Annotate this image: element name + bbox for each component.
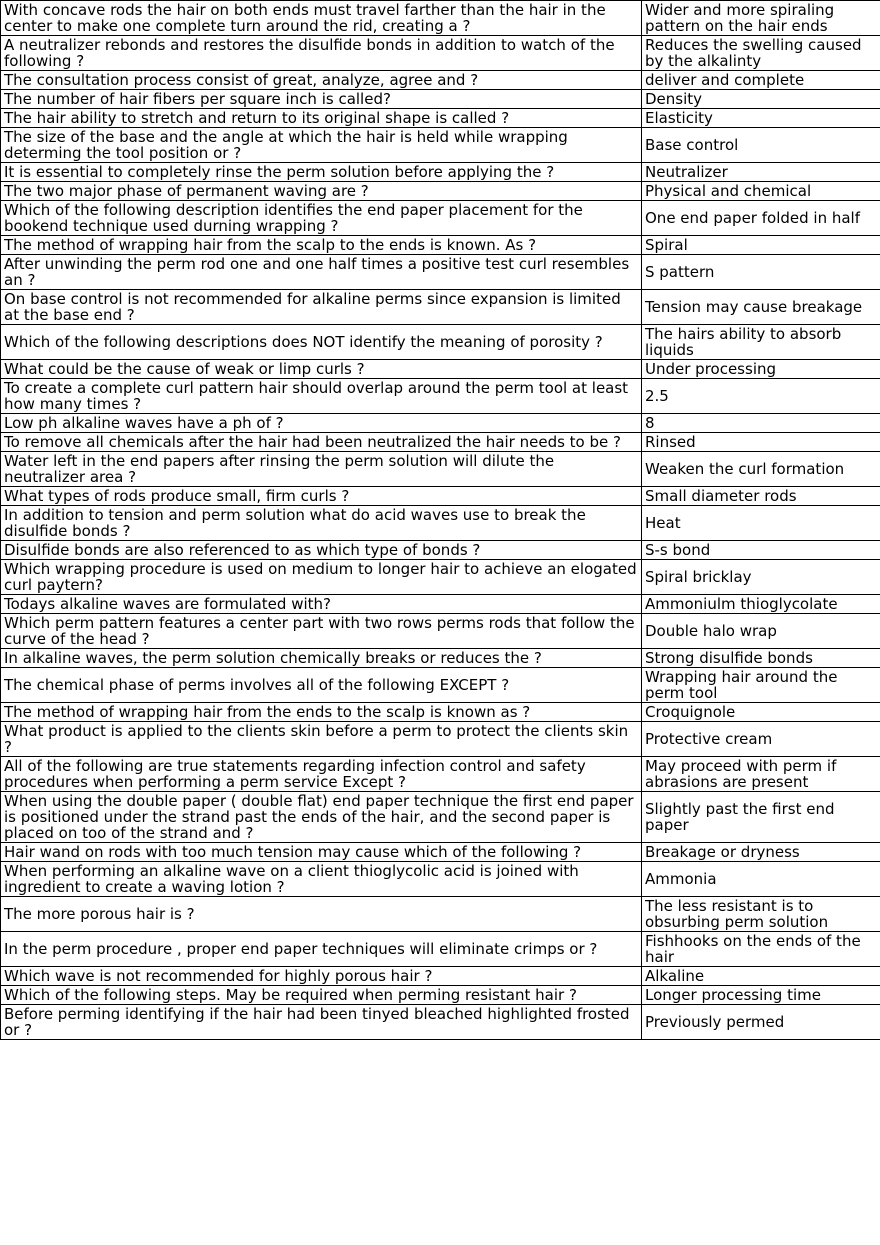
- question-cell: The size of the base and the angle at which the hair is held while wrapping determing the tool position or ?: [1, 128, 642, 163]
- answer-cell: Breakage or dryness: [642, 843, 880, 862]
- question-cell: When using the double paper ( double flat) end paper technique the first end paper is positioned under the strand past the ends of the hair, and the second paper is placed on too of the strand and ?: [1, 792, 642, 843]
- table-row: [1, 897, 880, 932]
- answer-cell: Elasticity: [642, 109, 880, 128]
- question-cell: To remove all chemicals after the hair had been neutralized the hair needs to be ?: [1, 433, 642, 452]
- answer-cell: deliver and complete: [642, 71, 880, 90]
- question-cell: Which of the following description identifies the end paper placement for the bookend technique used durning wrapping ?: [1, 201, 642, 236]
- question-cell: In alkaline waves, the perm solution chemically breaks or reduces the ?: [1, 649, 642, 668]
- answer-cell: Protective cream: [642, 722, 880, 757]
- question-cell: To create a complete curl pattern hair should overlap around the perm tool at least how many times ?: [1, 379, 642, 414]
- table-row: [1, 967, 880, 986]
- question-cell: In the perm procedure , proper end paper techniques will eliminate crimps or ?: [1, 932, 642, 967]
- table-row: [1, 36, 880, 71]
- answer-cell: S pattern: [642, 255, 880, 290]
- answer-cell: One end paper folded in half: [642, 201, 880, 236]
- table-row: [1, 668, 880, 703]
- answer-cell: Reduces the swelling caused by the alkalinty: [642, 36, 880, 71]
- answer-cell: Alkaline: [642, 967, 880, 986]
- table-row: [1, 1, 880, 36]
- answer-cell: Croquignole: [642, 703, 880, 722]
- table-row: [1, 290, 880, 325]
- answer-cell: Longer processing time: [642, 986, 880, 1005]
- table-row: [1, 560, 880, 595]
- table-row: [1, 163, 880, 182]
- question-cell: Water left in the end papers after rinsing the perm solution will dilute the neutralizer area ?: [1, 452, 642, 487]
- answer-cell: Previously permed: [642, 1005, 880, 1040]
- table-row: [1, 541, 880, 560]
- answer-cell: Wider and more spiraling pattern on the hair ends: [642, 1, 880, 36]
- answer-cell: May proceed with perm if abrasions are present: [642, 757, 880, 792]
- question-cell: Which of the following descriptions does NOT identify the meaning of porosity ?: [1, 325, 642, 360]
- answer-cell: Under processing: [642, 360, 880, 379]
- question-cell: What could be the cause of weak or limp curls ?: [1, 360, 642, 379]
- answer-cell: Spiral: [642, 236, 880, 255]
- table-row: [1, 255, 880, 290]
- table-row: [1, 843, 880, 862]
- answer-cell: 8: [642, 414, 880, 433]
- table-row: [1, 986, 880, 1005]
- table-row: [1, 90, 880, 109]
- question-cell: When performing an alkaline wave on a client thioglycolic acid is joined with ingredient to create a waving lotion ?: [1, 862, 642, 897]
- table-row: [1, 614, 880, 649]
- question-cell: The consultation process consist of great, analyze, agree and ?: [1, 71, 642, 90]
- table-row: [1, 649, 880, 668]
- question-cell: The number of hair fibers per square inch is called?: [1, 90, 642, 109]
- answer-cell: Weaken the curl formation: [642, 452, 880, 487]
- answer-cell: Wrapping hair around the perm tool: [642, 668, 880, 703]
- table-row: [1, 722, 880, 757]
- table-row: [1, 595, 880, 614]
- table-row: [1, 71, 880, 90]
- table-row: [1, 487, 880, 506]
- table-row: [1, 414, 880, 433]
- answer-cell: The less resistant is to obsurbing perm solution: [642, 897, 880, 932]
- question-cell: Hair wand on rods with too much tension may cause which of the following ?: [1, 843, 642, 862]
- answer-cell: Neutralizer: [642, 163, 880, 182]
- question-cell: Todays alkaline waves are formulated with?: [1, 595, 642, 614]
- answer-cell: Density: [642, 90, 880, 109]
- table-row: [1, 360, 880, 379]
- question-cell: A neutralizer rebonds and restores the disulfide bonds in addition to watch of the following ?: [1, 36, 642, 71]
- answer-cell: Spiral bricklay: [642, 560, 880, 595]
- answer-cell: Double halo wrap: [642, 614, 880, 649]
- table-row: [1, 792, 880, 843]
- question-cell: The hair ability to stretch and return to its original shape is called ?: [1, 109, 642, 128]
- answer-cell: Ammonia: [642, 862, 880, 897]
- question-cell: What product is applied to the clients skin before a perm to protect the clients skin ?: [1, 722, 642, 757]
- answer-cell: Rinsed: [642, 433, 880, 452]
- question-cell: All of the following are true statements regarding infection control and safety procedures when performing a perm service Except ?: [1, 757, 642, 792]
- answer-cell: Ammoniulm thioglycolate: [642, 595, 880, 614]
- answer-cell: 2.5: [642, 379, 880, 414]
- question-cell: What types of rods produce small, firm curls ?: [1, 487, 642, 506]
- question-cell: The more porous hair is ?: [1, 897, 642, 932]
- table-row: [1, 433, 880, 452]
- answer-cell: Slightly past the first end paper: [642, 792, 880, 843]
- question-cell: Disulfide bonds are also referenced to as which type of bonds ?: [1, 541, 642, 560]
- table-row: [1, 128, 880, 163]
- question-cell: Which wave is not recommended for highly porous hair ?: [1, 967, 642, 986]
- table-row: [1, 1005, 880, 1040]
- answer-cell: Strong disulfide bonds: [642, 649, 880, 668]
- answer-cell: Base control: [642, 128, 880, 163]
- question-cell: On base control is not recommended for alkaline perms since expansion is limited at the base end ?: [1, 290, 642, 325]
- table-row: [1, 379, 880, 414]
- qa-table-body: [1, 1, 880, 1040]
- question-cell: The method of wrapping hair from the scalp to the ends is known. As ?: [1, 236, 642, 255]
- answer-cell: Fishhooks on the ends of the hair: [642, 932, 880, 967]
- question-cell: Which wrapping procedure is used on medium to longer hair to achieve an elogated curl paytern?: [1, 560, 642, 595]
- table-row: [1, 452, 880, 487]
- answer-cell: Small diameter rods: [642, 487, 880, 506]
- table-row: [1, 325, 880, 360]
- table-row: [1, 757, 880, 792]
- table-row: [1, 703, 880, 722]
- answer-cell: S-s bond: [642, 541, 880, 560]
- question-cell: After unwinding the perm rod one and one half times a positive test curl resembles an ?: [1, 255, 642, 290]
- table-row: [1, 201, 880, 236]
- table-row: [1, 109, 880, 128]
- table-row: [1, 506, 880, 541]
- answer-cell: Physical and chemical: [642, 182, 880, 201]
- answer-cell: Tension may cause breakage: [642, 290, 880, 325]
- question-cell: The two major phase of permanent waving are ?: [1, 182, 642, 201]
- question-cell: Low ph alkaline waves have a ph of ?: [1, 414, 642, 433]
- question-cell: With concave rods the hair on both ends must travel farther than the hair in the center to make one complete turn around the rid, creating a ?: [1, 1, 642, 36]
- question-cell: It is essential to completely rinse the perm solution before applying the ?: [1, 163, 642, 182]
- question-cell: Which of the following steps. May be required when perming resistant hair ?: [1, 986, 642, 1005]
- table-row: [1, 862, 880, 897]
- question-cell: Which perm pattern features a center part with two rows perms rods that follow the curve of the head ?: [1, 614, 642, 649]
- answer-cell: The hairs ability to absorb liquids: [642, 325, 880, 360]
- question-cell: The method of wrapping hair from the ends to the scalp is known as ?: [1, 703, 642, 722]
- answer-cell: Heat: [642, 506, 880, 541]
- question-cell: Before perming identifying if the hair had been tinyed bleached highlighted frosted or ?: [1, 1005, 642, 1040]
- table-row: [1, 932, 880, 967]
- table-row: [1, 182, 880, 201]
- table-row: [1, 236, 880, 255]
- question-cell: The chemical phase of perms involves all of the following EXCEPT ?: [1, 668, 642, 703]
- question-cell: In addition to tension and perm solution what do acid waves use to break the disulfide bonds ?: [1, 506, 642, 541]
